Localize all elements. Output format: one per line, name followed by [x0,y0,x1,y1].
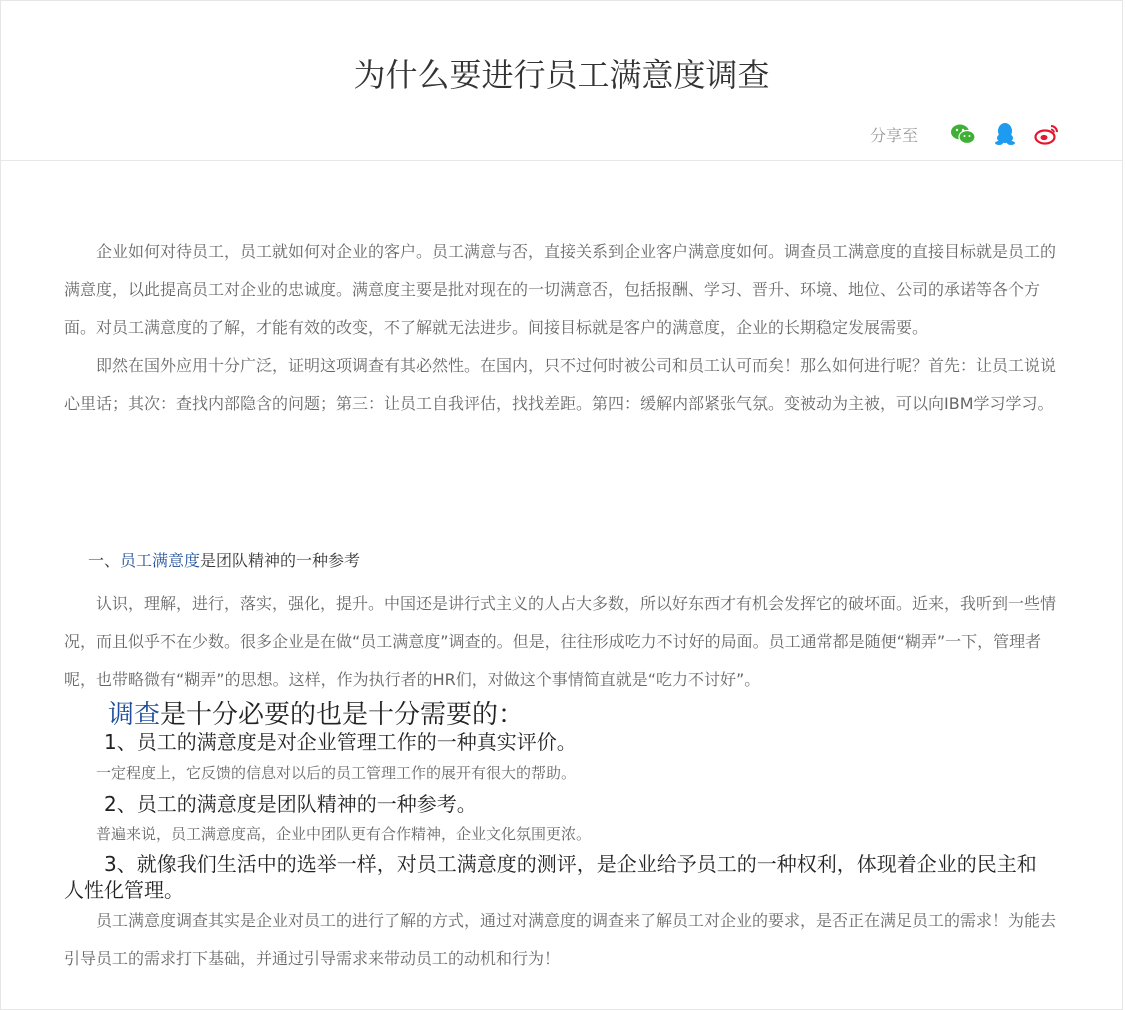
article-header [1,1,1122,161]
paragraph-1: 企业如何对待员工，员工就如何对企业的客户。员工满意与否，直接关系到企业客户满意度如何。调查员工满意度的直接目标就是员工的满意度，以此提高员工对企业的忠诚度。满意度主要是批对现在的一切满意否，包括报酬、学习、晋升、环境、地位、公司的承诺等各个方面。对员工满意度的了解，才能有效的改变，不了解就无法进步。间接目标就是客户的满意度，企业的长期稳定发展需要。 [64,242,1057,337]
section-suffix: 是团队精神的一种参考 [200,551,361,570]
paragraph-3: 认识，理解，进行，落实，强化，提升。中国还是讲行式主义的人占大多数，所以好东西才有机会发挥它的破坏面。近来，我听到一些情况，而且似乎不在少数。很多企业是在做“员工满意度”调查的。但是，往往形成吃力不讨好的局面。员工通常都是随便“糊弄”一下，管理者呢，也带略微有“糊弄”的思想。这样，作为执行者的HR们，对做这个事情简直就是“吃力不讨好”。 [64,594,1057,689]
item-1-text: 一定程度上，它反馈的信息对以后的员工管理工作的展开有很大的帮助。 [96,764,577,782]
section-prefix: 一、 [88,551,121,570]
big-heading [108,699,524,731]
section-heading-1 [88,549,360,573]
item-3-heading: 3、就像我们生活中的选举一样，对员工满意度的测评，是企业给予员工的一种权利，体现着企业的民主和人性化管理。 [64,852,1037,902]
wechat-icon[interactable] [950,121,976,147]
share-bar [870,121,1060,147]
big-heading-suffix: 是十分必要的也是十分需要的： [160,700,525,730]
item-2-heading: 2、员工的满意度是团队精神的一种参考。 [104,792,477,816]
article-body [64,233,1064,968]
qq-icon[interactable] [992,121,1018,147]
paragraph-4: 员工满意度调查其实是企业对员工的进行了解的方式，通过对满意度的调查来了解员工对企业的要求，是否正在满足员工的需求！为能去引导员工的需求打下基础，并通过引导需求来带动员工的动机和行为！ [64,911,1057,968]
item-1-heading: 1、员工的满意度是对企业管理工作的一种真实评价。 [104,730,577,754]
item-2-text: 普遍来说，员工满意度高，企业中团队更有合作精神，企业文化氛围更浓。 [96,825,592,843]
paragraph-2: 即然在国外应用十分广泛，证明这项调查有其必然性。在国内，只不过何时被公司和员工认可而矣！那么如何进行呢？首先：让员工说说心里话；其次：查找内部隐含的问题；第三：让员工自我评估，找找差距。第四：缓解内部紧张气氛。变被动为主被，可以向IBM学习学习。 [64,356,1057,413]
survey-link[interactable]: 调查 [108,700,161,730]
share-label: 分享至 [869,125,918,145]
employee-satisfaction-link[interactable]: 员工满意度 [120,551,201,570]
article-title: 为什么要进行员工满意度调查 [353,56,770,94]
weibo-icon[interactable] [1034,121,1060,147]
